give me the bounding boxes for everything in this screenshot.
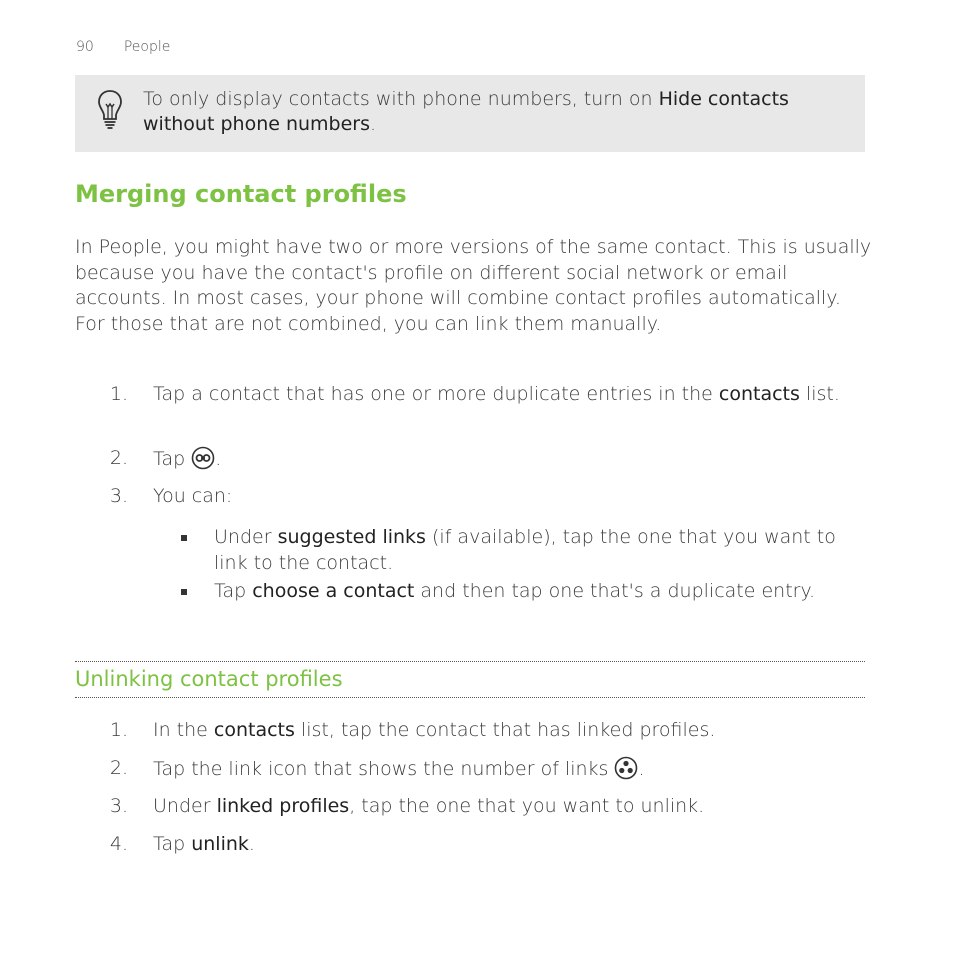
merge-step-1: 1. Tap a contact that has one or more duplicate entries in the contacts list. [109,383,840,405]
option-bullet-2: Tap choose a contact and then tap one that's a duplicate entry. [214,579,854,605]
unlink-step-4: 4. Tap unlink. [109,833,255,855]
section-title-unlinking: Unlinking contact profiles [75,667,343,691]
intro-paragraph: In People, you might have two or more versions of the same contact. This is usually because you have the contact's profile on different social network or email accounts. In most cases, your phone will combine contact profiles automatically. For those that are not combined, you can link them manually. [75,236,872,335]
lightbulb-icon [97,89,123,135]
linked-profiles-icon [614,756,638,788]
section-title-merging: Merging contact profiles [75,180,407,208]
tip-box [75,75,865,152]
divider-top [75,661,865,662]
unlink-step-2: 2. Tap the link icon that shows the number of links . [153,756,853,788]
section-name: People [123,39,171,55]
merge-step-3: 3. You can: [109,485,233,507]
unlink-step-1: 1. In the contacts list, tap the contact that has linked profiles. [109,719,716,741]
merge-step-2: 2. Tap . [153,446,853,478]
divider-bottom [75,697,865,698]
unlink-step-3: 3. Under linked profiles, tap the one that you want to unlink. [109,795,705,817]
option-bullet-1: Under suggested links (if available), tap the one that you want to link to the contact. [214,525,854,576]
link-icon [191,446,215,478]
page-header [76,39,170,55]
tip-text: To only display contacts with phone numbers, turn on Hide contacts without phone numbers. [143,88,789,135]
setting-name: Hide contacts without phone numbers [143,88,789,135]
page-number: 90 [76,39,94,55]
